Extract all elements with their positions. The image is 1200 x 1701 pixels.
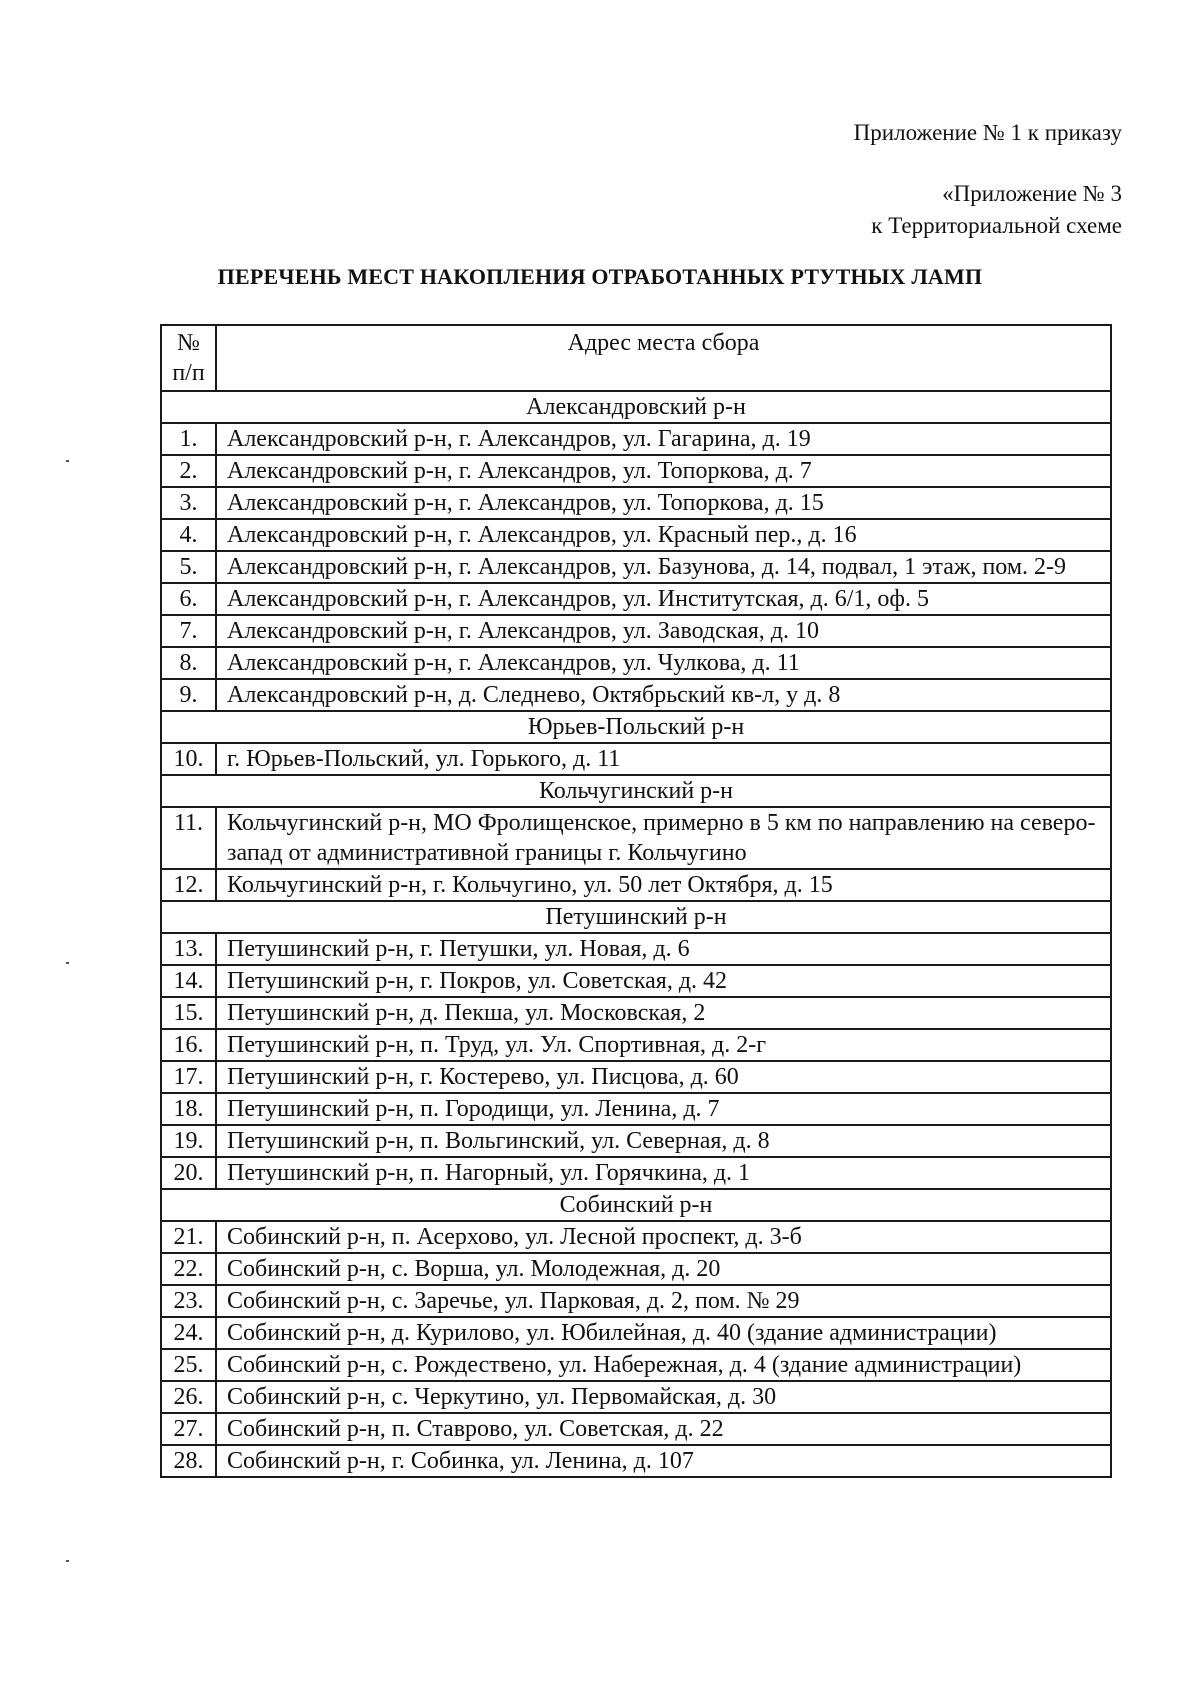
table-header-row <box>161 325 1111 391</box>
row-number: 21. <box>161 1221 216 1253</box>
table-row <box>161 1285 1111 1317</box>
table-row <box>161 679 1111 711</box>
row-address: Петушинский р-н, п. Вольгинский, ул. Северная, д. 8 <box>216 1125 1111 1157</box>
row-number: 2. <box>161 455 216 487</box>
row-number: 13. <box>161 933 216 965</box>
row-address: г. Юрьев-Польский, ул. Горького, д. 11 <box>216 743 1111 775</box>
header-appendix-block <box>871 178 1122 242</box>
table-body <box>161 391 1111 1477</box>
row-address: Кольчугинский р-н, МО Фролищенское, примерно в 5 км по направлению на северо-запад от административной границы г. Кольчугино <box>216 807 1111 869</box>
row-address: Александровский р-н, г. Александров, ул. Красный пер., д. 16 <box>216 519 1111 551</box>
row-address: Собинский р-н, п. Асерхово, ул. Лесной проспект, д. 3-б <box>216 1221 1111 1253</box>
table-row <box>161 455 1111 487</box>
table-row <box>161 647 1111 679</box>
region-name: Юрьев-Польский р-н <box>161 711 1111 743</box>
scan-speck <box>66 1560 69 1562</box>
row-address: Александровский р-н, г. Александров, ул. Гагарина, д. 19 <box>216 423 1111 455</box>
row-number: 5. <box>161 551 216 583</box>
table-row <box>161 1157 1111 1189</box>
row-number: 15. <box>161 997 216 1029</box>
row-address: Собинский р-н, с. Рождествено, ул. Набережная, д. 4 (здание администрации) <box>216 1349 1111 1381</box>
row-number: 12. <box>161 869 216 901</box>
table-row <box>161 1381 1111 1413</box>
table-row <box>161 869 1111 901</box>
row-number: 18. <box>161 1093 216 1125</box>
row-address: Петушинский р-н, п. Труд, ул. Ул. Спортивная, д. 2-г <box>216 1029 1111 1061</box>
row-address: Александровский р-н, г. Александров, ул. Заводская, д. 10 <box>216 615 1111 647</box>
row-address: Петушинский р-н, г. Покров, ул. Советская, д. 42 <box>216 965 1111 997</box>
row-number: 14. <box>161 965 216 997</box>
row-number: 4. <box>161 519 216 551</box>
region-name: Александровский р-н <box>161 391 1111 423</box>
row-address: Петушинский р-н, п. Городищи, ул. Ленина, д. 7 <box>216 1093 1111 1125</box>
document-title: ПЕРЕЧЕНЬ МЕСТ НАКОПЛЕНИЯ ОТРАБОТАННЫХ РТУТНЫХ ЛАМП <box>217 264 983 289</box>
table-row <box>161 583 1111 615</box>
region-row <box>161 901 1111 933</box>
row-address: Петушинский р-н, г. Петушки, ул. Новая, д. 6 <box>216 933 1111 965</box>
table-row <box>161 615 1111 647</box>
header-appendix-number: «Приложение № 3 <box>942 181 1122 206</box>
table-row <box>161 1125 1111 1157</box>
row-address: Петушинский р-н, г. Костерево, ул. Писцова, д. 60 <box>216 1061 1111 1093</box>
table-row <box>161 551 1111 583</box>
table-row <box>161 1413 1111 1445</box>
row-number: 25. <box>161 1349 216 1381</box>
row-address: Кольчугинский р-н, г. Кольчугино, ул. 50 лет Октября, д. 15 <box>216 869 1111 901</box>
row-address: Александровский р-н, г. Александров, ул. Институтская, д. 6/1, оф. 5 <box>216 583 1111 615</box>
row-number: 1. <box>161 423 216 455</box>
column-header-number-sign: № <box>177 330 200 356</box>
row-address: Собинский р-н, д. Курилово, ул. Юбилейная, д. 40 (здание администрации) <box>216 1317 1111 1349</box>
row-address: Александровский р-н, г. Александров, ул. Топоркова, д. 15 <box>216 487 1111 519</box>
row-number: 26. <box>161 1381 216 1413</box>
header-appendix-line: Приложение № 1 к приказу <box>853 120 1122 145</box>
table-row <box>161 1061 1111 1093</box>
table-row <box>161 1317 1111 1349</box>
region-row <box>161 391 1111 423</box>
row-number: 16. <box>161 1029 216 1061</box>
table-row <box>161 423 1111 455</box>
table-row <box>161 1093 1111 1125</box>
row-number: 17. <box>161 1061 216 1093</box>
region-row <box>161 1189 1111 1221</box>
column-header-number <box>161 325 216 391</box>
row-number: 6. <box>161 583 216 615</box>
table-row <box>161 519 1111 551</box>
row-address: Александровский р-н, д. Следнево, Октябрьский кв-л, у д. 8 <box>216 679 1111 711</box>
row-address: Александровский р-н, г. Александров, ул. Чулкова, д. 11 <box>216 647 1111 679</box>
row-number: 8. <box>161 647 216 679</box>
table-row <box>161 1253 1111 1285</box>
region-name: Собинский р-н <box>161 1189 1111 1221</box>
row-address: Александровский р-н, г. Александров, ул. Базунова, д. 14, подвал, 1 этаж, пом. 2-9 <box>216 551 1111 583</box>
table-row <box>161 1445 1111 1477</box>
column-header-address: Адрес места сбора <box>216 325 1111 391</box>
row-number: 10. <box>161 743 216 775</box>
row-number: 7. <box>161 615 216 647</box>
table-row <box>161 965 1111 997</box>
scan-speck <box>66 460 69 462</box>
region-row <box>161 711 1111 743</box>
region-name: Кольчугинский р-н <box>161 775 1111 807</box>
row-address: Собинский р-н, п. Ставрово, ул. Советская, д. 22 <box>216 1413 1111 1445</box>
region-name: Петушинский р-н <box>161 901 1111 933</box>
row-address: Собинский р-н, с. Черкутино, ул. Первомайская, д. 30 <box>216 1381 1111 1413</box>
row-number: 9. <box>161 679 216 711</box>
table-row <box>161 1029 1111 1061</box>
row-number: 11. <box>161 807 216 869</box>
row-number: 19. <box>161 1125 216 1157</box>
row-number: 3. <box>161 487 216 519</box>
row-number: 28. <box>161 1445 216 1477</box>
row-address: Петушинский р-н, п. Нагорный, ул. Горячкина, д. 1 <box>216 1157 1111 1189</box>
row-address: Собинский р-н, с. Ворша, ул. Молодежная, д. 20 <box>216 1253 1111 1285</box>
scan-speck <box>66 962 69 964</box>
table-row <box>161 487 1111 519</box>
row-address: Собинский р-н, г. Собинка, ул. Ленина, д. 107 <box>216 1445 1111 1477</box>
row-number: 23. <box>161 1285 216 1317</box>
table-row <box>161 997 1111 1029</box>
region-row <box>161 775 1111 807</box>
table-row <box>161 807 1111 869</box>
row-number: 27. <box>161 1413 216 1445</box>
table-row <box>161 933 1111 965</box>
table-row <box>161 1349 1111 1381</box>
header-appendix-scheme: к Территориальной схеме <box>871 213 1122 238</box>
collection-points-table <box>160 324 1112 1478</box>
row-number: 24. <box>161 1317 216 1349</box>
column-header-number-abbr: п/п <box>172 360 205 386</box>
table-row <box>161 743 1111 775</box>
table-row <box>161 1221 1111 1253</box>
row-number: 22. <box>161 1253 216 1285</box>
row-address: Собинский р-н, с. Заречье, ул. Парковая, д. 2, пом. № 29 <box>216 1285 1111 1317</box>
row-address: Петушинский р-н, д. Пекша, ул. Московская, 2 <box>216 997 1111 1029</box>
row-address: Александровский р-н, г. Александров, ул. Топоркова, д. 7 <box>216 455 1111 487</box>
row-number: 20. <box>161 1157 216 1189</box>
